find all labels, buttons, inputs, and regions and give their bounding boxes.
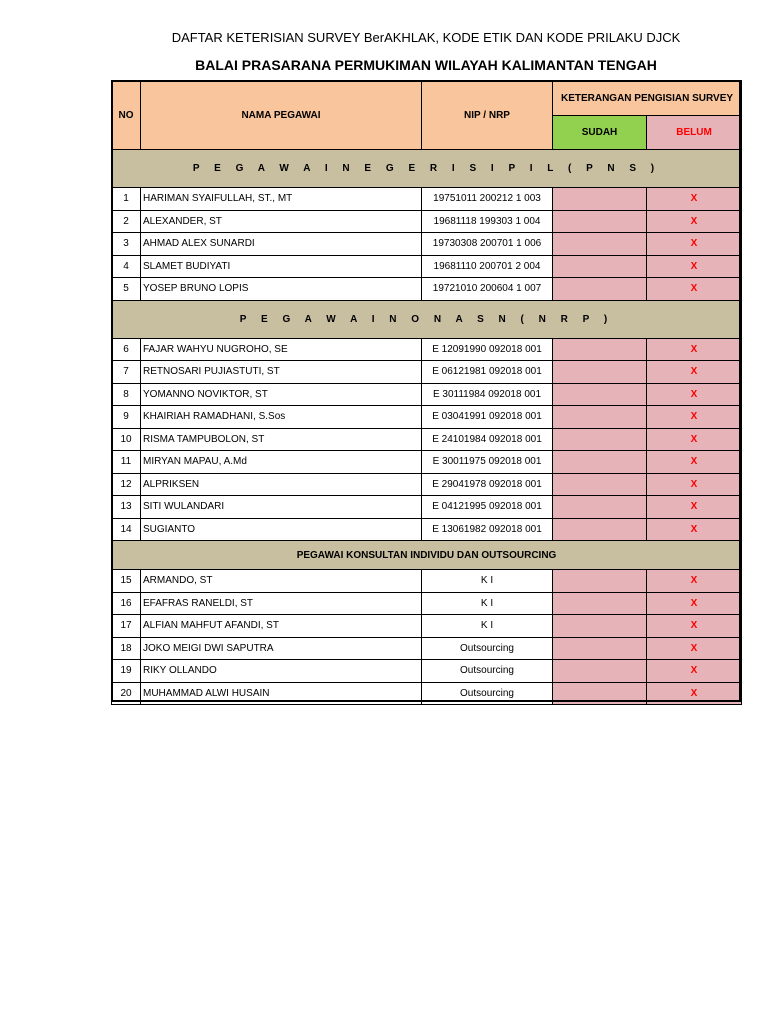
- belum-mark: X: [647, 255, 742, 278]
- row-number: 4: [112, 255, 141, 278]
- employee-name: SUGIANTO: [141, 518, 422, 541]
- employee-name: RISMA TAMPUBOLON, ST: [141, 428, 422, 451]
- sudah-cell: [553, 255, 647, 278]
- employee-nip: E 29041978 092018 001: [422, 473, 553, 496]
- belum-mark: X: [647, 188, 742, 211]
- section-header: P E G A W A I N O N A S N ( N R P ): [112, 300, 742, 338]
- column-header-sudah: SUDAH: [553, 116, 647, 150]
- belum-mark: X: [647, 361, 742, 384]
- sudah-cell: [553, 660, 647, 683]
- table-row: [112, 682, 742, 705]
- belum-mark: X: [647, 637, 742, 660]
- sudah-cell: [553, 518, 647, 541]
- row-number: 17: [112, 615, 141, 638]
- row-number: 13: [112, 496, 141, 519]
- table-row: [112, 570, 742, 593]
- row-number: 2: [112, 210, 141, 233]
- table-row: [112, 615, 742, 638]
- employee-nip: Outsourcing: [422, 682, 553, 705]
- table-row: [112, 637, 742, 660]
- sudah-cell: [553, 406, 647, 429]
- employee-name: RIKY OLLANDO: [141, 660, 422, 683]
- table-row: [112, 518, 742, 541]
- employee-name: KHAIRIAH RAMADHANI, S.Sos: [141, 406, 422, 429]
- employee-name: SITI WULANDARI: [141, 496, 422, 519]
- employee-name: EFAFRAS RANELDI, ST: [141, 592, 422, 615]
- column-header-keterangan: KETERANGAN PENGISIAN SURVEY: [553, 81, 742, 116]
- employee-name: YOSEP BRUNO LOPIS: [141, 278, 422, 301]
- sudah-cell: [553, 682, 647, 705]
- belum-mark: X: [647, 473, 742, 496]
- employee-name: RETNOSARI PUJIASTUTI, ST: [141, 361, 422, 384]
- belum-mark: X: [647, 570, 742, 593]
- sudah-cell: [553, 383, 647, 406]
- employee-name: SLAMET BUDIYATI: [141, 255, 422, 278]
- sudah-cell: [553, 570, 647, 593]
- employee-nip: E 04121995 092018 001: [422, 496, 553, 519]
- employee-nip: 19681118 199303 1 004: [422, 210, 553, 233]
- employee-nip: E 06121981 092018 001: [422, 361, 553, 384]
- employee-nip: Outsourcing: [422, 637, 553, 660]
- column-header-nip: NIP / NRP: [422, 81, 553, 150]
- employee-name: FAJAR WAHYU NUGROHO, SE: [141, 338, 422, 361]
- employee-name: ALEXANDER, ST: [141, 210, 422, 233]
- sudah-cell: [553, 451, 647, 474]
- column-header-belum: BELUM: [647, 116, 742, 150]
- sudah-cell: [553, 428, 647, 451]
- belum-mark: X: [647, 496, 742, 519]
- table-row: [112, 473, 742, 496]
- row-number: 5: [112, 278, 141, 301]
- table-row: [112, 210, 742, 233]
- row-number: 11: [112, 451, 141, 474]
- employee-nip: 19751011 200212 1 003: [422, 188, 553, 211]
- employee-nip: E 03041991 092018 001: [422, 406, 553, 429]
- employee-name: MIRYAN MAPAU, A.Md: [141, 451, 422, 474]
- sudah-cell: [553, 473, 647, 496]
- employee-nip: 19681110 200701 2 004: [422, 255, 553, 278]
- table-row: [112, 660, 742, 683]
- employee-nip: E 12091990 092018 001: [422, 338, 553, 361]
- row-number: 3: [112, 233, 141, 256]
- employee-nip: 19721010 200604 1 007: [422, 278, 553, 301]
- table-row: [112, 383, 742, 406]
- table-row: [112, 406, 742, 429]
- row-number: 15: [112, 570, 141, 593]
- belum-mark: X: [647, 383, 742, 406]
- row-number: 16: [112, 592, 141, 615]
- column-header-name: NAMA PEGAWAI: [141, 81, 422, 150]
- row-number: 6: [112, 338, 141, 361]
- employee-name: AHMAD ALEX SUNARDI: [141, 233, 422, 256]
- belum-mark: X: [647, 278, 742, 301]
- section-header: P E G A W A I N E G E R I S I P I L ( P N S ): [112, 150, 742, 188]
- office-title: BALAI PRASARANA PERMUKIMAN WILAYAH KALIMANTAN TENGAH: [195, 57, 657, 73]
- table-row: [112, 451, 742, 474]
- employee-nip: E 13061982 092018 001: [422, 518, 553, 541]
- row-number: 10: [112, 428, 141, 451]
- belum-mark: X: [647, 210, 742, 233]
- table-row: [112, 255, 742, 278]
- row-number: 14: [112, 518, 141, 541]
- sudah-cell: [553, 361, 647, 384]
- belum-mark: X: [647, 615, 742, 638]
- sudah-cell: [553, 278, 647, 301]
- sudah-cell: [553, 188, 647, 211]
- row-number: 19: [112, 660, 141, 683]
- employee-name: MUHAMMAD ALWI HUSAIN: [141, 682, 422, 705]
- row-number: 12: [112, 473, 141, 496]
- employee-nip: K I: [422, 570, 553, 593]
- belum-mark: X: [647, 592, 742, 615]
- table-row: [112, 278, 742, 301]
- table-row: [112, 592, 742, 615]
- belum-mark: X: [647, 428, 742, 451]
- table-row: [112, 428, 742, 451]
- sudah-cell: [553, 338, 647, 361]
- row-number: 1: [112, 188, 141, 211]
- survey-table: [111, 80, 742, 705]
- employee-name: ARMANDO, ST: [141, 570, 422, 593]
- row-number: 20: [112, 682, 141, 705]
- row-number: 9: [112, 406, 141, 429]
- column-header-no: NO: [112, 81, 141, 150]
- table-row: [112, 361, 742, 384]
- sudah-cell: [553, 210, 647, 233]
- section-header: PEGAWAI KONSULTAN INDIVIDU DAN OUTSOURCING: [112, 541, 742, 570]
- employee-name: ALFIAN MAHFUT AFANDI, ST: [141, 615, 422, 638]
- table-row: [112, 338, 742, 361]
- document-title: DAFTAR KETERISIAN SURVEY BerAKHLAK, KODE ETIK DAN KODE PRILAKU DJCK: [171, 30, 681, 45]
- belum-mark: X: [647, 338, 742, 361]
- employee-nip: K I: [422, 615, 553, 638]
- employee-nip: 19730308 200701 1 006: [422, 233, 553, 256]
- employee-nip: E 30011975 092018 001: [422, 451, 553, 474]
- employee-nip: Outsourcing: [422, 660, 553, 683]
- belum-mark: X: [647, 518, 742, 541]
- belum-mark: X: [647, 660, 742, 683]
- belum-mark: X: [647, 233, 742, 256]
- employee-name: HARIMAN SYAIFULLAH, ST., MT: [141, 188, 422, 211]
- employee-nip: K I: [422, 592, 553, 615]
- row-number: 7: [112, 361, 141, 384]
- belum-mark: X: [647, 451, 742, 474]
- sudah-cell: [553, 233, 647, 256]
- belum-mark: X: [647, 682, 742, 705]
- employee-name: YOMANNO NOVIKTOR, ST: [141, 383, 422, 406]
- employee-name: JOKO MEIGI DWI SAPUTRA: [141, 637, 422, 660]
- table-row: [112, 496, 742, 519]
- table-row: [112, 233, 742, 256]
- sudah-cell: [553, 637, 647, 660]
- employee-nip: E 24101984 092018 001: [422, 428, 553, 451]
- employee-nip: E 30111984 092018 001: [422, 383, 553, 406]
- belum-mark: X: [647, 406, 742, 429]
- employee-name: ALPRIKSEN: [141, 473, 422, 496]
- sudah-cell: [553, 592, 647, 615]
- row-number: 8: [112, 383, 141, 406]
- sudah-cell: [553, 615, 647, 638]
- sudah-cell: [553, 496, 647, 519]
- row-number: 18: [112, 637, 141, 660]
- table-row: [112, 188, 742, 211]
